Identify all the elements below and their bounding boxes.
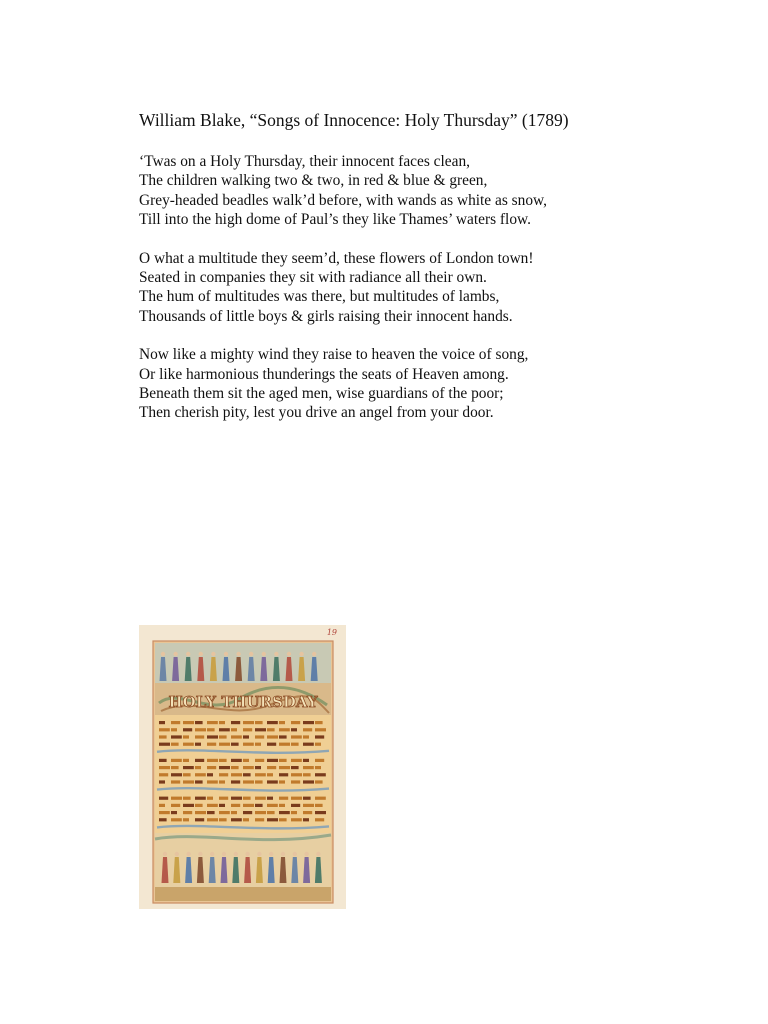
poem-line: Till into the high dome of Paul’s they like Thames’ waters flow. [139,211,531,229]
stanza-3 [139,345,699,423]
illuminated-plate-image [139,625,346,909]
poem-line: The hum of multitudes was there, but multitudes of lambs, [139,288,500,306]
poem-line: The children walking two & two, in red & blue & green, [139,172,488,190]
plate-page-number: 19 [326,628,337,637]
poem-line: Now like a mighty wind they raise to heaven the voice of song, [139,346,529,364]
poem-line: ‘Twas on a Holy Thursday, their innocent faces clean, [139,153,470,170]
poem-line: Seated in companies they sit with radiance all their own. [139,269,487,287]
poem-line: Or like harmonious thunderings the seats of Heaven among. [139,365,509,383]
poem-line: Thousands of little boys & girls raising their innocent hands. [139,307,513,325]
poem-line: O what a multitude they seem’d, these flowers of London town! [139,249,534,267]
poem-line: Then cherish pity, lest you drive an angel from your door. [139,404,494,422]
document-title: William Blake, “Songs of Innocence: Holy Thursday” (1789) [139,110,569,130]
stanza-1 [139,152,699,230]
poem-line: Beneath them sit the aged men, wise guardians of the poor; [139,385,504,403]
poem-body [139,152,699,442]
stanza-2 [139,249,699,327]
poem-line: Grey-headed beadles walk’d before, with wands as white as snow, [139,191,548,209]
plate-heading: HOLY THURSDAY [168,693,318,711]
